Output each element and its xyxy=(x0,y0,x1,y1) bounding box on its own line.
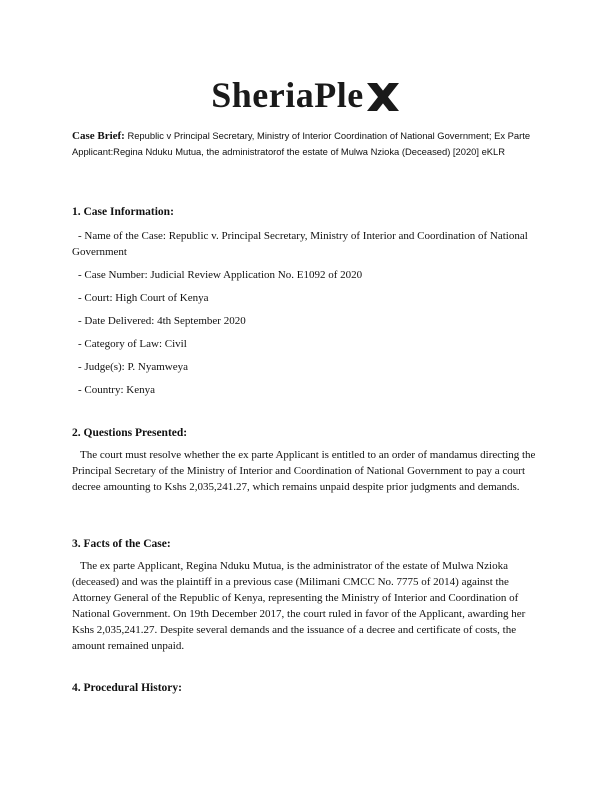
section-heading: 1. Case Information: xyxy=(72,206,174,218)
case-brief xyxy=(72,128,542,160)
section-facts xyxy=(72,536,542,654)
section-heading: 2. Questions Presented: xyxy=(72,427,188,439)
section-heading: 4. Procedural History: xyxy=(72,682,182,694)
judges: - Judge(s): P. Nyamweya xyxy=(78,361,188,373)
section-questions-presented xyxy=(72,425,542,495)
questions-body: The court must resolve whether the ex parte Applicant is entitled to an order of mandamus directing the Principal Secretary of the Ministry of Interior and Coordination of National Government to pay a court decree amounting to Kshs 2,035,241.27, which remains unpaid despite prior judgments and demands. xyxy=(72,449,536,493)
x-mark-icon xyxy=(365,81,401,113)
facts-body: The ex parte Applicant, Regina Nduku Mutua, is the administrator of the estate of Mulwa Nzioka (deceased) and was the plaintiff in a previous case (Milimani CMCC No. 7775 of 2014) against the Attorney General of the Republic of Kenya, representing the Ministry of Interior and Coordination of National Government. On 19th December 2017, the court ruled in favor of the Applicant, awarding her Kshs 2,035,241.27. Despite several demands and the issuance of a decree and certificate of costs, the amount remained unpaid. xyxy=(72,560,526,652)
section-procedural-history xyxy=(72,680,542,696)
section-case-information xyxy=(72,204,542,405)
logo-text: SheriaPle xyxy=(211,75,364,115)
case-brief-label: Case Brief: xyxy=(72,130,125,142)
date-delivered: - Date Delivered: 4th September 2020 xyxy=(78,315,246,327)
category-of-law: - Category of Law: Civil xyxy=(78,338,187,350)
section-heading: 3. Facts of the Case: xyxy=(72,538,171,550)
sheriaplex-logo xyxy=(0,74,612,116)
case-brief-text: Republic v Principal Secretary, Ministry of Interior Coordination of National Government; Ex Parte Applicant:Regina Nduku Mutua, the administratorof the estate of Mulwa Nzioka (Deceased) [2020] eKLR xyxy=(72,130,531,157)
case-name: - Name of the Case: Republic v. Principal Secretary, Ministry of Interior and Coordination of National Government xyxy=(72,230,528,258)
country: - Country: Kenya xyxy=(78,384,155,396)
case-number: - Case Number: Judicial Review Application No. E1092 of 2020 xyxy=(78,269,363,281)
court: - Court: High Court of Kenya xyxy=(78,292,209,304)
